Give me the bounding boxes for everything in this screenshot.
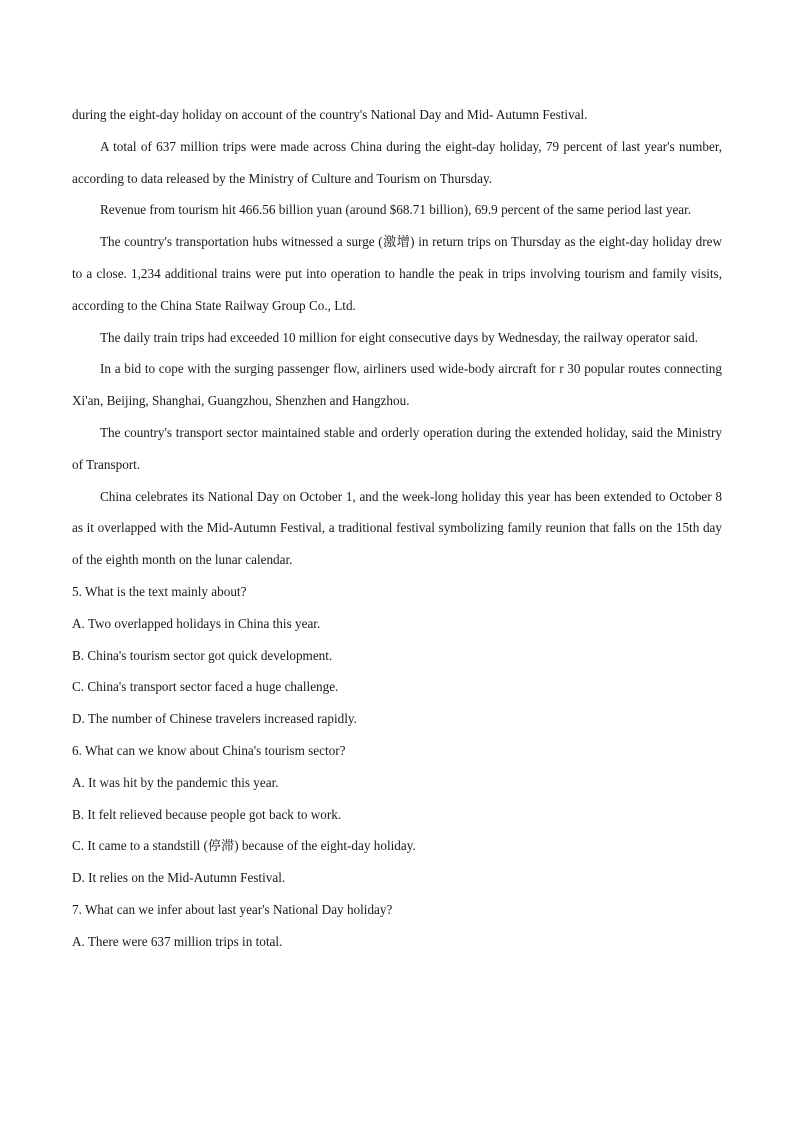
passage-paragraph-2: Revenue from tourism hit 466.56 billion yuan (around $68.71 billion), 69.9 percent of the same period last year.	[100, 202, 692, 218]
passage-paragraph-3: The country's transportation hubs witnessed a surge (激增) in return trips on Thursday as the eight-day holiday drew to a close. 1,234 additional trains were put into operation to handle the peak in trips involving tourism and family visits, according to the China State Railway Group Co., Ltd.	[72, 234, 722, 313]
passage-paragraph-6: The country's transport sector maintained stable and orderly operation during the extended holiday, said the Ministry of Transport.	[72, 424, 722, 472]
question-5-option-d: D. The number of Chinese travelers increased rapidly.	[72, 711, 357, 727]
passage-paragraph-4: The daily train trips had exceeded 10 million for eight consecutive days by Wednesday, the railway operator said.	[100, 329, 699, 345]
question-6-option-b: B. It felt relieved because people got back to work.	[72, 806, 342, 822]
question-6-option-c: C. It came to a standstill (停滞) because of the eight-day holiday.	[72, 838, 416, 854]
question-6-stem: 6. What can we know about China's tourism sector?	[72, 742, 346, 758]
reading-passage	[72, 99, 722, 958]
question-5-option-a: A. Two overlapped holidays in China this year.	[72, 615, 321, 631]
question-5-option-b: B. China's tourism sector got quick development.	[72, 647, 333, 663]
passage-paragraph-7: China celebrates its National Day on October 1, and the week-long holiday this year has been extended to October 8 as it overlapped with the Mid-Autumn Festival, a traditional festival symbolizing family reunion that falls on the 15th day of the eighth month on the lunar calendar.	[72, 488, 722, 568]
passage-paragraph-1: A total of 637 million trips were made across China during the eight-day holiday, 79 percent of last year's number, according to data released by the Ministry of Culture and Tourism on Thursday.	[72, 138, 722, 186]
question-6-option-a: A. It was hit by the pandemic this year.	[72, 774, 279, 790]
question-5-stem: 5. What is the text mainly about?	[72, 583, 247, 599]
question-5-option-c: C. China's transport sector faced a huge challenge.	[72, 679, 339, 695]
question-7-option-a: A. There were 637 million trips in total.	[72, 933, 283, 949]
question-7-stem: 7. What can we infer about last year's National Day holiday?	[72, 901, 393, 917]
passage-continuation: during the eight-day holiday on account of the country's National Day and Mid- Autumn Festival.	[72, 107, 588, 122]
passage-paragraph-5: In a bid to cope with the surging passenger flow, airliners used wide-body aircraft for r 30 popular routes connecting Xi'an, Beijing, Shanghai, Guangzhou, Shenzhen and Hangzhou.	[72, 361, 722, 409]
question-6-option-d: D. It relies on the Mid-Autumn Festival.	[72, 870, 286, 886]
